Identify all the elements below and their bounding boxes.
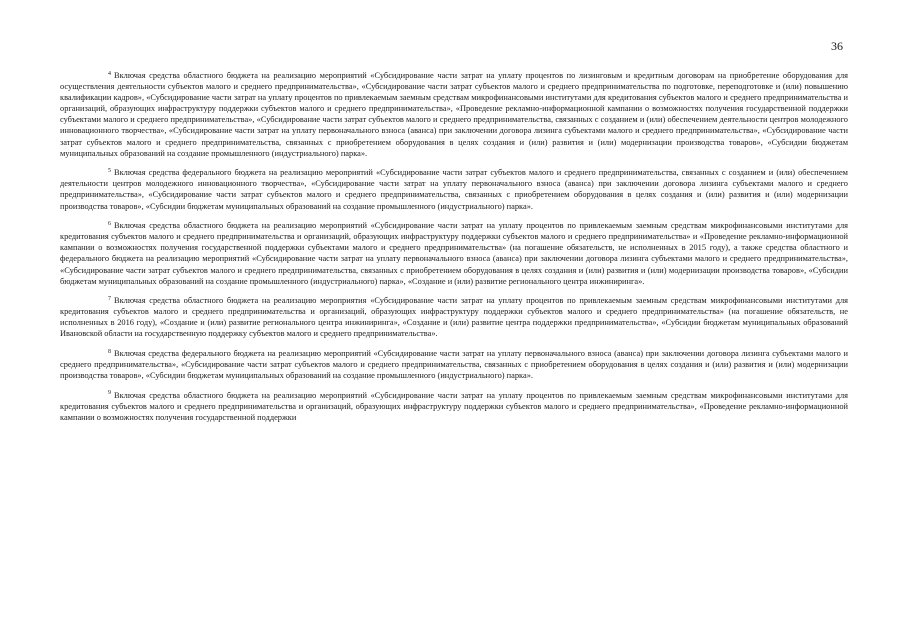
footnote-text: Включая средства областного бюджета на реализацию мероприятий «Субсидирование части затрат на уплату процентов по привлекаемым заемным средствам микрофинансовыми институтами для кредитования субъектов малого и среднего предпринимательства и организаций, образующих инфраструктуру поддержки субъектов малого и среднего предпринимательства», «Проведение рекламно-информационной кампании о возможностях получения государственной поддержки — [60, 390, 848, 423]
footnotes-list — [60, 70, 848, 432]
footnote-marker: 5 — [108, 167, 111, 174]
footnote-8 — [60, 348, 848, 381]
footnote-text: Включая средства областного бюджета на реализацию мероприятия «Субсидирование части затрат на уплату процентов по привлекаемым заемным средствам микрофинансовыми институтами для кредитования субъектов малого и среднего предпринимательства и организаций, образующих инфраструктуру поддержки субъектов малого и среднего предпринимательства» (на погашение обязательств, не исполненных в 2016 году), «Создание и (или) развитие регионального центра инжиниринга», «Создание и (или) развитие центра поддержки предпринимательства», «Субсидии бюджетам муниципальных образований Ивановской области на государственную поддержку субъектов малого и среднего предпринимательства». — [60, 296, 848, 339]
footnote-9 — [60, 390, 848, 423]
footnote-5 — [60, 167, 848, 211]
footnote-text: Включая средства областного бюджета на реализацию мероприятий «Субсидирование части затрат на уплату процентов по лизинговым и кредитным договорам на приобретение оборудования для осуществления деятельности субъектов малого и среднего предпринимательства», «Субсидирование части затрат субъектов малого и среднего предпринимательства по подготовке, переподготовке и (или) повышению квалификации кадров», «Субсидирование части затрат на уплату процентов по привлекаемым заемным средствам микрофинансовыми институтами для кредитования субъектов малого и среднего предпринимательства и организаций, образующих инфраструктуру поддержки субъектов малого и среднего предпринимательства», «Проведение рекламно-информационной кампании о возможностях получения государственной поддержки субъектами малого и среднего предпринимательства», «Субсидирование части затрат субъектов малого и среднего предпринимательства, связанных с созданием и (или) обеспечением деятельности центров молодежного инновационного творчества», «Субсидирование части затрат на уплату первоначального взноса (аванса) при заключении договора лизинга субъектами малого и среднего предпринимательства», «Субсидирование части затрат субъектов малого и среднего предпринимательства, связанных с приобретением оборудования в целях создания и (или) развития и (или) модернизации производства товаров», «Субсидии бюджетам муниципальных образований на создание промышленного (индустриального) парка». — [60, 71, 848, 158]
footnote-marker: 9 — [108, 390, 111, 397]
footnote-text: Включая средства федерального бюджета на реализацию мероприятий «Субсидирование части затрат субъектов малого и среднего предпринимательства, связанных с созданием и (или) обеспечением деятельности центров молодежного инновационного творчества», «Субсидирование части затрат на уплату первоначального взноса (аванса) при заключении договора лизинга субъектами малого и среднего предпринимательства», «Субсидирование части затрат субъектов малого и среднего предпринимательства, связанных с приобретением оборудования в целях создания и (или) развития и (или) модернизации производства товаров», «Субсидии бюджетам муниципальных образований на создание промышленного (индустриального) парка». — [60, 168, 848, 211]
footnote-marker: 8 — [108, 348, 111, 355]
footnote-6 — [60, 220, 848, 287]
footnote-4 — [60, 70, 848, 159]
footnote-marker: 7 — [108, 295, 111, 302]
footnote-marker: 4 — [108, 70, 111, 77]
footnote-text: Включая средства областного бюджета на реализацию мероприятий «Субсидирование части затрат на уплату процентов по привлекаемым заемным средствам микрофинансовыми институтами для кредитования субъектов малого и среднего предпринимательства и организаций, образующих инфраструктуру поддержки субъектов малого и среднего предпринимательства» и «Проведение рекламно-информационной кампании о возможностях получения государственной поддержки субъектами малого и среднего предпринимательства» (на погашение обязательств, не исполненных в 2015 году), а также средства областного и федерального бюджета на реализацию мероприятий «Субсидирование части затрат на уплату первоначального взноса (аванса) при заключении договора лизинга субъектами малого и среднего предпринимательства», «Субсидирование части затрат субъектов малого и среднего предпринимательства, связанных с приобретением оборудования в целях создания и (или) развития и (или) модернизации производства товаров», «Субсидии бюджетам муниципальных образований на создание промышленного (индустриального) парка», «Создание и (или) развитие регионального центра инжиниринга». — [60, 221, 848, 286]
footnote-marker: 6 — [108, 220, 111, 227]
footnote-text: Включая средства федерального бюджета на реализацию мероприятий «Субсидирование части затрат на уплату первоначального взноса (аванса) при заключении договора лизинга субъектами малого и среднего предпринимательства», «Субсидирование части затрат субъектов малого и среднего предпринимательства, связанных с приобретением оборудования в целях создания и (или) развития и (или) модернизации производства товаров», «Субсидии бюджетам муниципальных образований на создание промышленного (индустриального) парка». — [60, 349, 848, 381]
footnote-7 — [60, 295, 848, 339]
page-number: 36 — [831, 39, 843, 53]
